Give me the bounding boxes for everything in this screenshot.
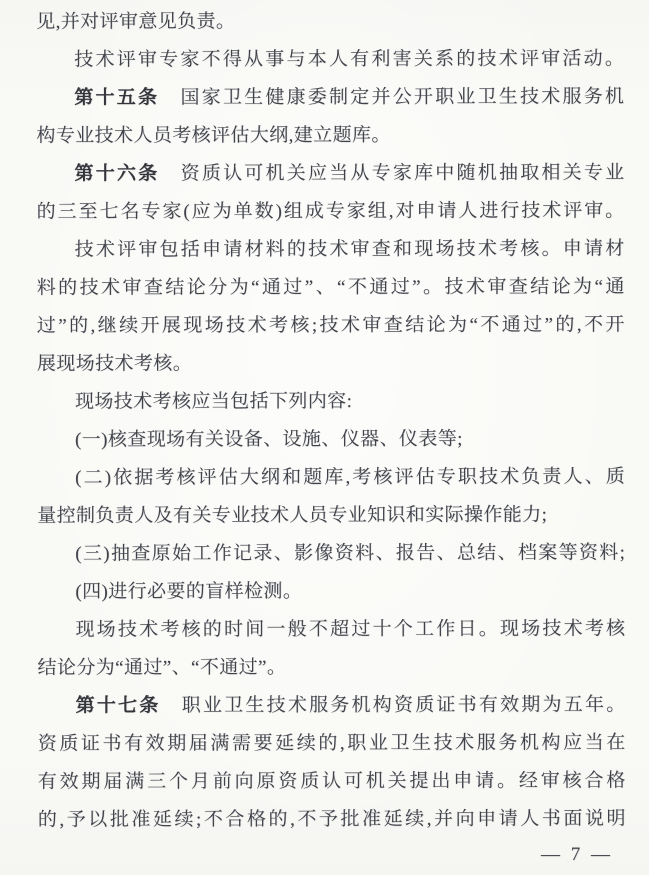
text-line [38,762,626,801]
text-line [37,306,625,345]
text-segment: 结论分为“通过”、“不通过”。 [37,657,287,679]
text-segment: 现场技术考核应当包括下列内容: [74,390,353,413]
text-line [36,40,624,79]
text-line [37,610,625,649]
text-line [36,2,624,41]
text-segment: 资质证书有效期届满需要延续的,职业卫生技术服务机构应当在 [37,732,626,755]
text-segment: 资质认可机关应当从专家库中随机抽取相关专业 [159,162,625,185]
text-line [36,116,624,155]
text-line [36,78,624,117]
text-segment: 技术评审专家不得从事与本人有利害关系的技术评审活动。 [74,48,625,71]
text-line [37,382,625,421]
text-line [37,496,625,535]
text-segment: 有效期届满三个月前向原资质认可机关提出申请。经审核合格 [37,770,626,793]
text-segment: 过”的,继续开展现场技术考核;技术审查结论为“不通过”的,不开 [36,314,625,337]
article-number: 第十七条 [75,695,161,717]
text-line [37,648,625,687]
text-segment: 国家卫生健康委制定并公开职业卫生技术服务机 [159,86,625,109]
text-segment: 技术评审包括申请材料的技术审查和现场技术考核。申请材 [74,238,625,261]
page-number: — 7 — [541,844,613,865]
text-segment: (一)核查现场有关设备、设施、仪器、仪表等; [75,428,463,451]
text-line [38,724,626,763]
text-segment: 职业卫生技术服务机构资质证书有效期为五年。 [160,694,626,717]
text-segment: 的三至七名专家(应为单数)组成专家组,对申请人进行技术评审。 [36,200,625,223]
text-line [37,420,625,459]
text-segment: 构专业技术人员考核评估大纲,建立题库。 [36,124,391,147]
article-number: 第十五条 [74,87,160,109]
text-segment: 展现场技术考核。 [36,353,193,375]
text-segment: (四)进行必要的盲样检测。 [75,581,303,603]
text-segment: 料的技术审查结论分为“通过”、“不通过”。技术审查结论为“通 [36,276,625,299]
text-segment: 现场技术考核的时间一般不超过十个工作日。现场技术考核 [75,618,626,641]
text-line [36,154,624,193]
text-segment: 见,并对评审意见负责。 [36,11,236,33]
text-line [37,458,625,497]
text-segment: (三)抽查原始工作记录、影像资料、报告、总结、档案等资料; [75,542,626,565]
document-body [36,2,626,839]
article-number: 第十六条 [74,163,160,185]
text-line [38,800,626,839]
text-segment: 的,予以批准延续;不合格的,不予批准延续,并向申请人书面说明 [37,808,626,831]
text-line [38,686,626,725]
text-line [37,572,625,611]
text-segment: 量控制负责人及有关专业技术人员专业知识和实际操作能力; [37,504,548,527]
text-line [37,344,625,383]
text-line [37,268,625,307]
text-line [37,230,625,269]
text-segment: (二)依据考核评估大纲和题库,考核评估专职技术负责人、质 [75,466,626,489]
text-line [37,192,625,231]
text-line [37,534,625,573]
